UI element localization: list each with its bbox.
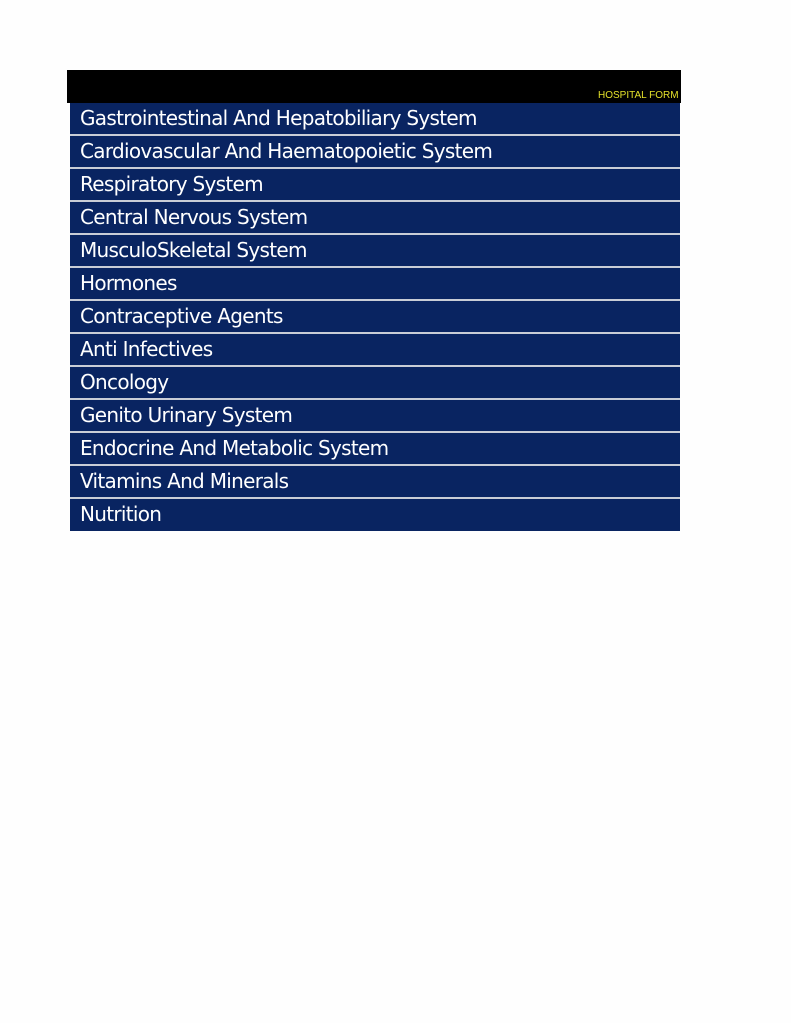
category-label: Anti Infectives <box>80 337 213 361</box>
category-item-contraceptive[interactable] <box>70 301 680 334</box>
category-item-endocrine[interactable] <box>70 433 680 466</box>
category-item-anti-infectives[interactable] <box>70 334 680 367</box>
category-menu <box>70 103 680 531</box>
category-label: Endocrine And Metabolic System <box>80 436 389 460</box>
category-label: Respiratory System <box>80 172 263 196</box>
category-label: Genito Urinary System <box>80 403 293 427</box>
category-item-musculoskeletal[interactable] <box>70 235 680 268</box>
category-item-cardiovascular[interactable] <box>70 136 680 169</box>
category-item-oncology[interactable] <box>70 367 680 400</box>
header-title: HOSPITAL FORM <box>598 90 679 101</box>
category-item-nutrition[interactable] <box>70 499 680 531</box>
category-item-vitamins[interactable] <box>70 466 680 499</box>
category-item-gastrointestinal[interactable] <box>70 103 680 136</box>
category-label: Central Nervous System <box>80 205 308 229</box>
category-item-respiratory[interactable] <box>70 169 680 202</box>
category-label: Oncology <box>80 370 169 394</box>
header-bar <box>67 70 681 103</box>
category-label: MusculoSkeletal System <box>80 238 307 262</box>
category-item-genito-urinary[interactable] <box>70 400 680 433</box>
category-label: Cardiovascular And Haematopoietic System <box>80 139 493 163</box>
category-label: Contraceptive Agents <box>80 304 283 328</box>
category-item-hormones[interactable] <box>70 268 680 301</box>
category-label: Gastrointestinal And Hepatobiliary System <box>80 106 477 130</box>
category-item-central-nervous[interactable] <box>70 202 680 235</box>
category-label: Vitamins And Minerals <box>80 469 289 493</box>
category-label: Nutrition <box>80 502 162 526</box>
category-label: Hormones <box>80 271 177 295</box>
